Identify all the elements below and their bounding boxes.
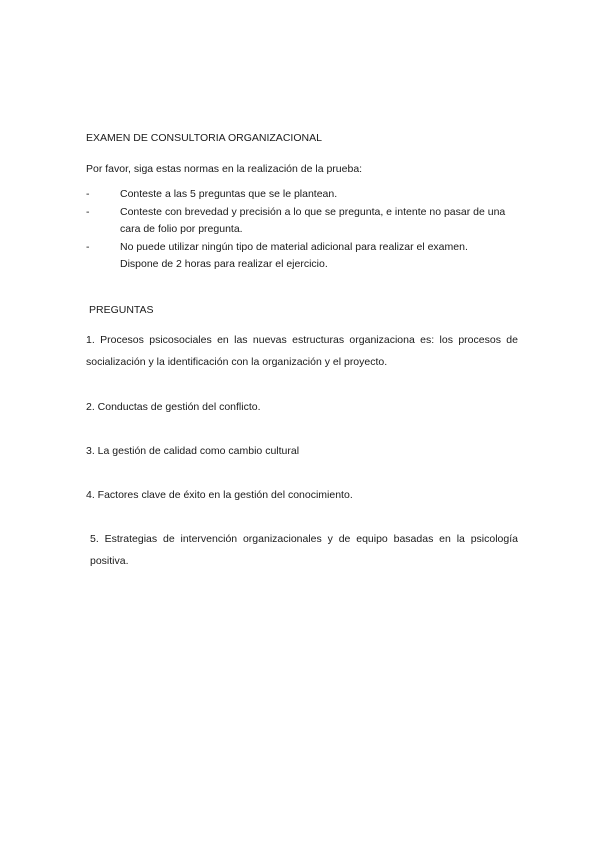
instructions-intro: Por favor, siga estas normas en la realización de la prueba: xyxy=(86,163,363,175)
rule-bullet: - xyxy=(86,188,90,200)
time-limit-note: Dispone de 2 horas para realizar el ejercicio. xyxy=(120,258,328,270)
questions-heading: PREGUNTAS xyxy=(89,304,154,316)
rules-list xyxy=(86,186,526,256)
rule-text: Conteste a las 5 preguntas que se le plantean. xyxy=(120,188,338,200)
rule-item xyxy=(86,204,526,239)
rule-text: Conteste con brevedad y precisión a lo que se pregunta, e intente no pasar de una cara de folio por pregunta. xyxy=(120,205,506,235)
rule-item xyxy=(86,239,526,257)
rule-bullet: - xyxy=(86,240,90,253)
rule-text: No puede utilizar ningún tipo de material adicional para realizar el examen. xyxy=(120,240,468,253)
rule-bullet: - xyxy=(86,205,90,218)
question-item: 4. Factores clave de éxito en la gestión del conocimiento. xyxy=(86,489,353,501)
question-item: 3. La gestión de calidad como cambio cultural xyxy=(86,445,300,457)
rule-item xyxy=(86,186,526,204)
question-item: 1. Procesos psicosociales en las nuevas estructuras organizaciona es: los procesos de socialización y la identificación con la organización y el proyecto. xyxy=(86,334,518,368)
question-item: 2. Conductas de gestión del conflicto. xyxy=(86,401,261,413)
exam-title: EXAMEN DE CONSULTORIA ORGANIZACIONAL xyxy=(86,132,322,144)
question-item: 5. Estrategias de intervención organizacionales y de equipo basadas en la psicología positiva. xyxy=(90,533,518,567)
